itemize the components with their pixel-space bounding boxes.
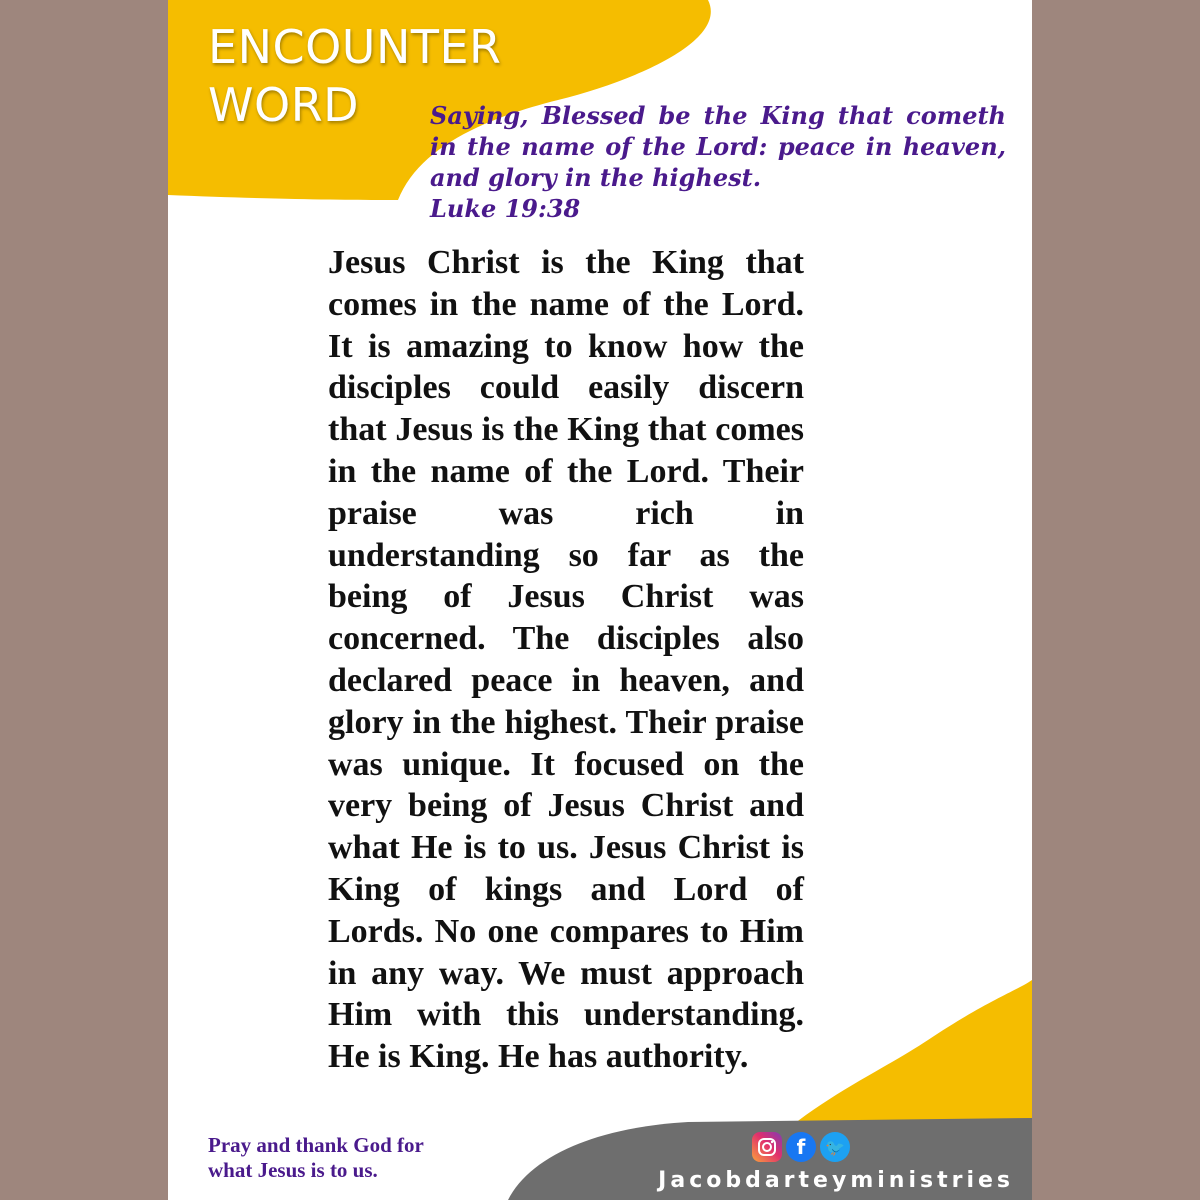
prayer-line-1: Pray and thank God for	[208, 1133, 424, 1157]
twitter-icon[interactable]	[820, 1132, 850, 1162]
scripture-verse	[430, 100, 1006, 224]
title-line-1: ENCOUNTER	[208, 20, 502, 74]
devotional-card	[168, 0, 1032, 1200]
facebook-icon[interactable]	[786, 1132, 816, 1162]
instagram-glyph	[757, 1137, 777, 1157]
twitter-glyph: 🐦	[825, 1137, 845, 1157]
instagram-icon[interactable]	[752, 1132, 782, 1162]
verse-reference: Luke 19:38	[430, 194, 581, 223]
title-line-2: WORD	[208, 78, 360, 132]
prayer-prompt	[208, 1133, 508, 1183]
ministry-handle: Jacobdarteyministries	[658, 1168, 1014, 1193]
facebook-glyph: f	[796, 1135, 806, 1159]
devotional-body: Jesus Christ is the King that comes in the name of the Lord. It is amazing to know how the disciples could easily discern that Jesus is the King that comes in the name of the Lord. Their praise was rich in understanding so far as the being of Jesus Christ was concerned. The disciples also declared peace in heaven, and glory in the highest. Their praise was unique. It focused on the very being of Jesus Christ and what He is to us. Jesus Christ is King of kings and Lord of Lords. No one compares to Him in any way. We must approach Him with this understanding. He is King. He has authority.	[328, 244, 804, 1076]
social-icons	[752, 1130, 850, 1164]
verse-text: Saying, Blessed be the King that cometh in the name of the Lord: peace in heaven, and glory in the highest.	[430, 101, 1006, 192]
prayer-line-2: what Jesus is to us.	[208, 1158, 378, 1182]
